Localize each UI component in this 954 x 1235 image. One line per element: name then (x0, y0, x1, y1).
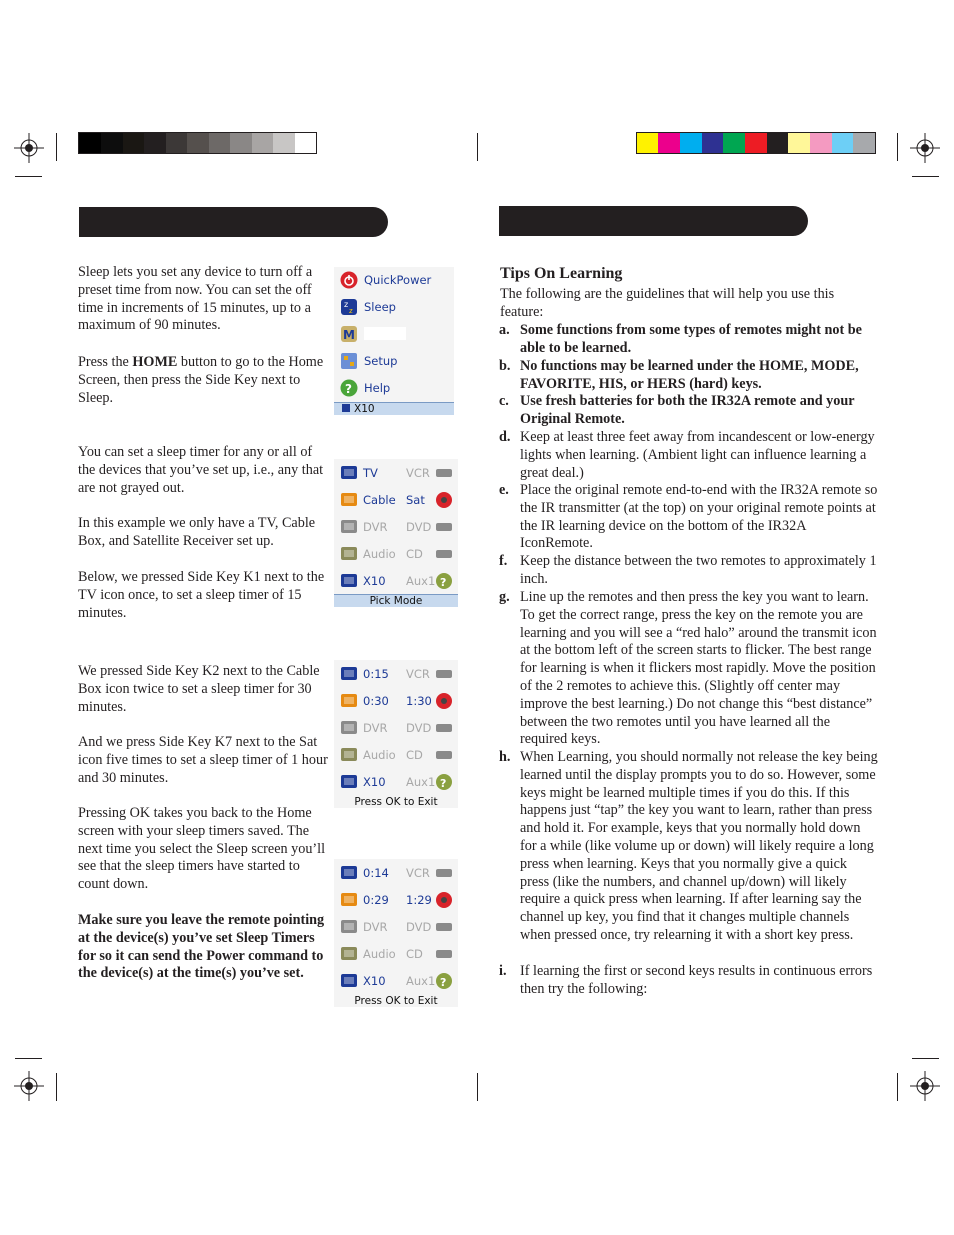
crop-mark (912, 1058, 939, 1059)
device-row (334, 541, 458, 568)
tips-intro: The following are the guidelines that will help you use this feature: (500, 286, 835, 320)
registration-target-icon (910, 133, 942, 165)
tip-text: No functions may be learned under the HOME, MODE, FAVORITE, HIS, or HERS (hard) keys. (520, 358, 859, 392)
cd-icon[interactable] (435, 945, 453, 963)
satellite-icon[interactable] (435, 491, 453, 509)
tip-text: Keep the distance between the two remotes to approximately 1 inch. (520, 553, 877, 587)
tip-label: d. (499, 429, 511, 445)
satellite-icon[interactable] (435, 692, 453, 710)
svg-text:?: ? (345, 382, 352, 396)
right-device-label: 1:30 (406, 694, 432, 708)
tip-text: If learning the first or second keys results in continuous errors then try the following: (520, 963, 873, 997)
right-device-label: Aux1 (406, 574, 436, 588)
screen-footer: Pick Mode (334, 594, 458, 607)
dvd-icon[interactable] (435, 918, 453, 936)
cable-box-icon[interactable] (340, 692, 358, 710)
audio-icon[interactable] (340, 945, 358, 963)
help-icon (340, 379, 358, 397)
tip-text: Place the original remote end-to-end with the IR32A remote so the IR transmitter (at the top) on your original remote points at the IR learning device on the bottom of the IR32A IconRemote. (520, 482, 878, 552)
tip-item (499, 429, 879, 482)
warning-paragraph: Make sure you leave the remote pointing at the device(s) you’ve set Sleep Timers for so it can send the Power command to the device(s) at the time(s) you’ve set. (78, 912, 325, 982)
crop-mark (56, 133, 57, 161)
svg-text:?: ? (440, 777, 447, 790)
tip-label: h. (499, 749, 511, 765)
home-item-quickpower[interactable]: QuickPower (334, 267, 454, 294)
right-device-label: Aux1 (406, 974, 436, 988)
device-row (334, 742, 458, 769)
tv-icon[interactable] (340, 864, 358, 882)
left-device-label: X10 (363, 775, 386, 789)
crop-mark (56, 1073, 57, 1101)
device-row (334, 715, 458, 742)
left-device-label: 0:29 (363, 893, 389, 907)
left-device-label: 0:30 (363, 694, 389, 708)
tv-icon[interactable] (340, 464, 358, 482)
vcr-icon[interactable] (435, 464, 453, 482)
tv-icon[interactable] (340, 665, 358, 683)
setup-icon (340, 352, 358, 370)
cd-icon[interactable] (435, 545, 453, 563)
registration-target-icon (14, 1071, 46, 1103)
device-row (334, 487, 458, 514)
x10-icon[interactable] (340, 972, 358, 990)
tip-item (499, 589, 879, 749)
right-device-label: DVD (406, 721, 432, 735)
device-row (334, 688, 458, 715)
right-device-label: CD (406, 547, 423, 561)
tip-label: b. (499, 358, 511, 374)
left-device-label: X10 (363, 974, 386, 988)
tip-label: e. (499, 482, 509, 498)
k2-paragraph: We pressed Side Key K2 next to the Cable Box icon twice to set a sleep timer for 30 minutes. (78, 663, 320, 715)
cd-icon[interactable] (435, 746, 453, 764)
left-device-label: 0:14 (363, 866, 389, 880)
svg-text:?: ? (440, 576, 447, 589)
home-instructions: Press the HOME button to go to the Home Screen, then press the Side Key next to Sleep. (78, 354, 324, 406)
k7-paragraph: And we press Side Key K7 next to the Sat icon five times to set a sleep timer of 1 hour and 30 minutes. (78, 734, 328, 786)
screen-footer: Press OK to Exit (334, 796, 458, 808)
tip-text: Keep at least three feet away from incandescent or low-energy lights when learning. (Ambient light can influence learning a great deal.) (520, 429, 875, 481)
home-item-sleep[interactable]: z z Sleep (334, 294, 454, 321)
pick-mode-screen (334, 459, 458, 607)
crop-mark (912, 176, 939, 177)
vcr-icon[interactable] (435, 665, 453, 683)
home-screen (334, 267, 454, 415)
tip-item (499, 322, 879, 358)
dvd-icon[interactable] (435, 719, 453, 737)
tip-item (499, 963, 879, 999)
gray-strip-border (78, 132, 317, 154)
right-device-label: CD (406, 947, 423, 961)
screen-footer: Press OK to Exit (334, 995, 458, 1007)
home-item-macro[interactable] (334, 321, 454, 348)
x10-icon[interactable] (340, 572, 358, 590)
device-row (334, 769, 458, 796)
right-device-label: VCR (406, 466, 430, 480)
tip-text: Use fresh batteries for both the IR32A remote and your Original Remote. (520, 393, 855, 427)
tip-item (499, 358, 879, 394)
tip-item (499, 393, 879, 429)
svg-text:z: z (349, 307, 353, 315)
tip-label: g. (499, 589, 510, 605)
tips-title: Tips On Learning (500, 265, 623, 282)
tip-text: When Learning, you should normally not release the key being learned until the display prompts you to do so. However, some keys might be learned multiple times if you do this. If this happens just “tap” the key you want to learn, rather than press and hold it. For example, keys that you normally hold down for a while (like volume up or down) will likely require a long press when learning. Keys that you normally give a quick press (like the numbers, and channel up/down) will likely require a quick press when learning. If after learning say the channel up key, you find that it changes multiple channels when pressed once, try relearning it with a short key press. (520, 749, 878, 943)
crop-mark (897, 1073, 898, 1101)
right-device-label: DVD (406, 520, 432, 534)
transmit-icon (342, 404, 350, 412)
aux-icon[interactable] (435, 572, 453, 590)
device-row (334, 860, 458, 887)
svg-text:M: M (343, 328, 355, 342)
right-header-bar (499, 206, 808, 236)
tip-label: i. (499, 963, 507, 979)
left-device-label: X10 (363, 574, 386, 588)
right-device-label: VCR (406, 866, 430, 880)
left-device-label: DVR (363, 520, 388, 534)
tip-label: f. (499, 553, 508, 569)
crop-mark (15, 176, 42, 177)
left-device-label: DVR (363, 721, 388, 735)
sleep-timer-screen (334, 660, 458, 808)
left-device-label: Cable (363, 493, 396, 507)
right-device-label: DVD (406, 920, 432, 934)
audio-icon[interactable] (340, 746, 358, 764)
tip-label: c. (499, 393, 509, 409)
ok-paragraph: Pressing OK takes you back to the Home screen with your sleep timers saved. The next time you select the Sleep screen you’ll see that the sleep timers have started to count down. (78, 805, 326, 893)
color-strip-border (636, 132, 876, 154)
tip-item (499, 553, 879, 589)
dvr-icon[interactable] (340, 518, 358, 536)
left-device-label: TV (363, 466, 378, 480)
device-row (334, 914, 458, 941)
tip-text: Line up the remotes and then press the key you want to learn. To get the correct range, press the key on the remote you are learning and you will see a “red halo” around the transmit icon at the bottom left of the screen starts to flicker. The best range for learning is when it flickers most rapidly. Move the position of the 2 remotes to achieve this. (Slightly off center may improve the best learning.) Do not change this “best distance” between the two remotes until you have learned all the required keys. (520, 589, 877, 748)
svg-text:z: z (344, 300, 349, 309)
k1-paragraph: Below, we pressed Side Key K1 next to the TV icon once, to set a sleep timer of 15 minutes. (78, 569, 325, 621)
sleep-timer-paragraph: You can set a sleep timer for any or all of the devices that you’ve set up, i.e., any that are not grayed out. (78, 444, 324, 496)
left-device-label: Audio (363, 748, 396, 762)
tip-text: Some functions from some types of remotes might not be able to be learned. (520, 322, 862, 356)
dvd-icon[interactable] (435, 518, 453, 536)
macro-icon (340, 325, 358, 343)
x10-icon[interactable] (340, 773, 358, 791)
crop-mark (477, 133, 478, 161)
device-row (334, 661, 458, 688)
device-row (334, 968, 458, 995)
registration-target-icon (14, 133, 46, 165)
vcr-icon[interactable] (435, 864, 453, 882)
home-item-setup[interactable]: Setup (334, 348, 454, 375)
left-device-label: 0:15 (363, 667, 389, 681)
dvr-icon[interactable] (340, 918, 358, 936)
cable-box-icon[interactable] (340, 891, 358, 909)
intro-paragraph: Sleep lets you set any device to turn off a preset time from now. You can set the off time in increments of 15 minutes, up to a maximum of 90 minutes. (78, 264, 313, 334)
cable-box-icon[interactable] (340, 491, 358, 509)
aux-icon[interactable] (435, 773, 453, 791)
device-row (334, 460, 458, 487)
right-device-label: 1:29 (406, 893, 432, 907)
crop-mark (15, 1058, 42, 1059)
tip-item (499, 482, 879, 553)
dvr-icon[interactable] (340, 719, 358, 737)
tip-item (499, 749, 879, 945)
satellite-icon[interactable] (435, 891, 453, 909)
left-device-label: Audio (363, 547, 396, 561)
aux-icon[interactable] (435, 972, 453, 990)
left-header-bar (79, 207, 388, 237)
right-device-label: CD (406, 748, 423, 762)
device-row (334, 568, 458, 595)
device-row (334, 514, 458, 541)
crop-mark (897, 133, 898, 161)
crop-mark (477, 1073, 478, 1101)
left-device-label: DVR (363, 920, 388, 934)
left-device-label: Audio (363, 947, 396, 961)
sleep-icon (340, 298, 358, 316)
right-device-label: Aux1 (406, 775, 436, 789)
power-icon (340, 271, 358, 289)
example-paragraph: In this example we only have a TV, Cable Box, and Satellite Receiver set up. (78, 515, 316, 549)
tip-label: a. (499, 322, 510, 338)
sleep-countdown-screen (334, 859, 458, 1007)
right-device-label: Sat (406, 493, 425, 507)
audio-icon[interactable] (340, 545, 358, 563)
svg-text:?: ? (440, 976, 447, 989)
right-device-label: VCR (406, 667, 430, 681)
device-row (334, 887, 458, 914)
device-row (334, 941, 458, 968)
registration-target-icon (910, 1071, 942, 1103)
screen-footer: X10 (334, 402, 454, 415)
home-item-help[interactable]: ? Help (334, 375, 454, 402)
